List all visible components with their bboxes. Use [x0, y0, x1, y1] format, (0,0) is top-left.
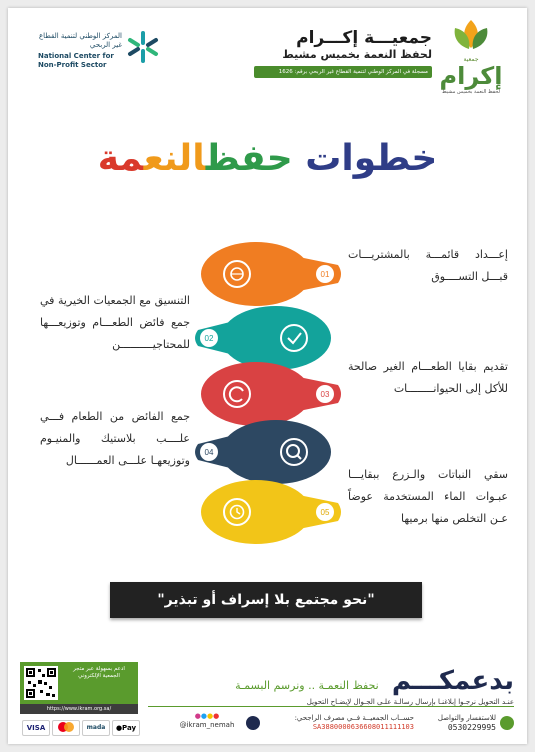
contact-label: للاستفسار والتواصل: [437, 714, 496, 722]
transfer-note: عنـد التحويل نرجـوا إبلاغنـا بإرسال رسالـة علـى الجـوال لإيضـاح التحويل: [306, 698, 514, 706]
qr-code-icon: [24, 666, 58, 700]
visa-logo: VISA: [22, 720, 50, 736]
twitter-icon: ●: [200, 712, 207, 720]
apple-icon: ●: [115, 724, 123, 732]
step-04-number: 04: [204, 448, 214, 457]
step-02-text: التنسيق مع الجمعيات الخيرية في جمع فائض الطعـــام وتوزيعـــها للمحتاجيــــــــــن: [40, 294, 190, 351]
social-block: [174, 712, 240, 730]
footer: [8, 654, 527, 744]
step-03-shape: [201, 362, 341, 426]
support-title: بدعمكـــم: [391, 666, 514, 696]
snapchat-icon: ●: [207, 712, 214, 720]
ncnp-english: National Center for Non-Profit Sector: [38, 52, 114, 69]
step-01-shape: [201, 242, 341, 306]
instagram-icon: ●: [194, 712, 201, 720]
step-05-shape: [201, 480, 341, 544]
website-link[interactable]: https://www.ikram.org.sa/: [20, 704, 138, 714]
support-block: [148, 666, 514, 706]
step-03-number: 03: [320, 390, 330, 399]
flyer-sheet: [8, 8, 527, 744]
brand-name: إكرام: [439, 62, 503, 90]
qr-caption: ادعم بسهولة عبر متجر الجمعية الإلكتروني: [73, 666, 125, 679]
association-subtitle: لحفظ النعمة بخميس مشيط: [282, 48, 432, 61]
brand-small-label: جمعية: [463, 56, 479, 63]
registration-badge: مسجلة في المركز الوطني لتنمية القطاع غير الربحي برقم: 1626: [254, 66, 432, 78]
mada-logo: mada: [82, 720, 110, 736]
step-05-text: سقي النباتات والـزرع ببقايـــا عبـوات الماء المستخدمة عوضاً عـن التخلص منها برميها: [348, 468, 508, 525]
apple-pay-label: Pay: [122, 724, 137, 732]
apple-pay-logo: [112, 720, 140, 736]
step-02-shape: [195, 306, 331, 370]
title-word-blessing-a: النع: [143, 138, 206, 179]
bank-block: [266, 714, 414, 732]
bank-label: حســاب الجمعيــة فــي مصرف الراجحي:: [294, 714, 414, 722]
step-04-text: جمع الفائض من الطعام فـــي علــــب بلاستيك والمنيـوم وتوزيعهـا علـــى العمــــــال: [40, 410, 190, 467]
step-01-text: إعـــداد قائمـــة بالمشتريـــات قبـــل التســــوق: [348, 248, 508, 283]
mastercard-logo: [52, 720, 80, 736]
payment-methods: [22, 720, 140, 736]
youtube-icon: ●: [213, 712, 220, 720]
ncnp-arabic: المركز الوطني لتنمية القطاع غير الربحي: [38, 32, 122, 49]
step-01-number: 01: [320, 270, 330, 279]
bank-icon: [246, 716, 260, 730]
slogan-banner: "نحو مجتمع بلا إسراف أو تبذير": [110, 582, 422, 618]
association-title: جمعيـــة إكـــرام: [296, 28, 432, 48]
step-02-number: 02: [204, 334, 214, 343]
footer-divider: [148, 706, 514, 707]
store-qr-block[interactable]: [20, 662, 138, 704]
step-03-text: تقديم بقايا الطعـــام الغير صالحة للأكل إلى الحيوانــــــــات: [348, 360, 508, 395]
step-05-number: 05: [320, 508, 330, 517]
title-word-preserve: حفظ: [205, 138, 293, 179]
mastercard-icon: [55, 721, 77, 733]
title-word-blessing-b: مة: [97, 138, 144, 179]
social-icons: [174, 712, 240, 721]
contact-block: [422, 714, 496, 732]
social-handle[interactable]: @ikram_nemah: [179, 721, 235, 729]
contact-row: [148, 712, 518, 738]
title-word-steps: خطوات: [305, 138, 438, 179]
step-04-shape: [195, 420, 331, 484]
bank-iban[interactable]: SA3880000636608011111103: [312, 723, 414, 731]
contact-phone[interactable]: 0530229995: [447, 723, 496, 732]
support-tagline: نحفظ النعمـة .. ونرسم البسمـة: [235, 679, 379, 692]
whatsapp-icon: [500, 716, 514, 730]
brand-tagline: لحفظ النعمة بخميس مشيط: [442, 89, 500, 95]
